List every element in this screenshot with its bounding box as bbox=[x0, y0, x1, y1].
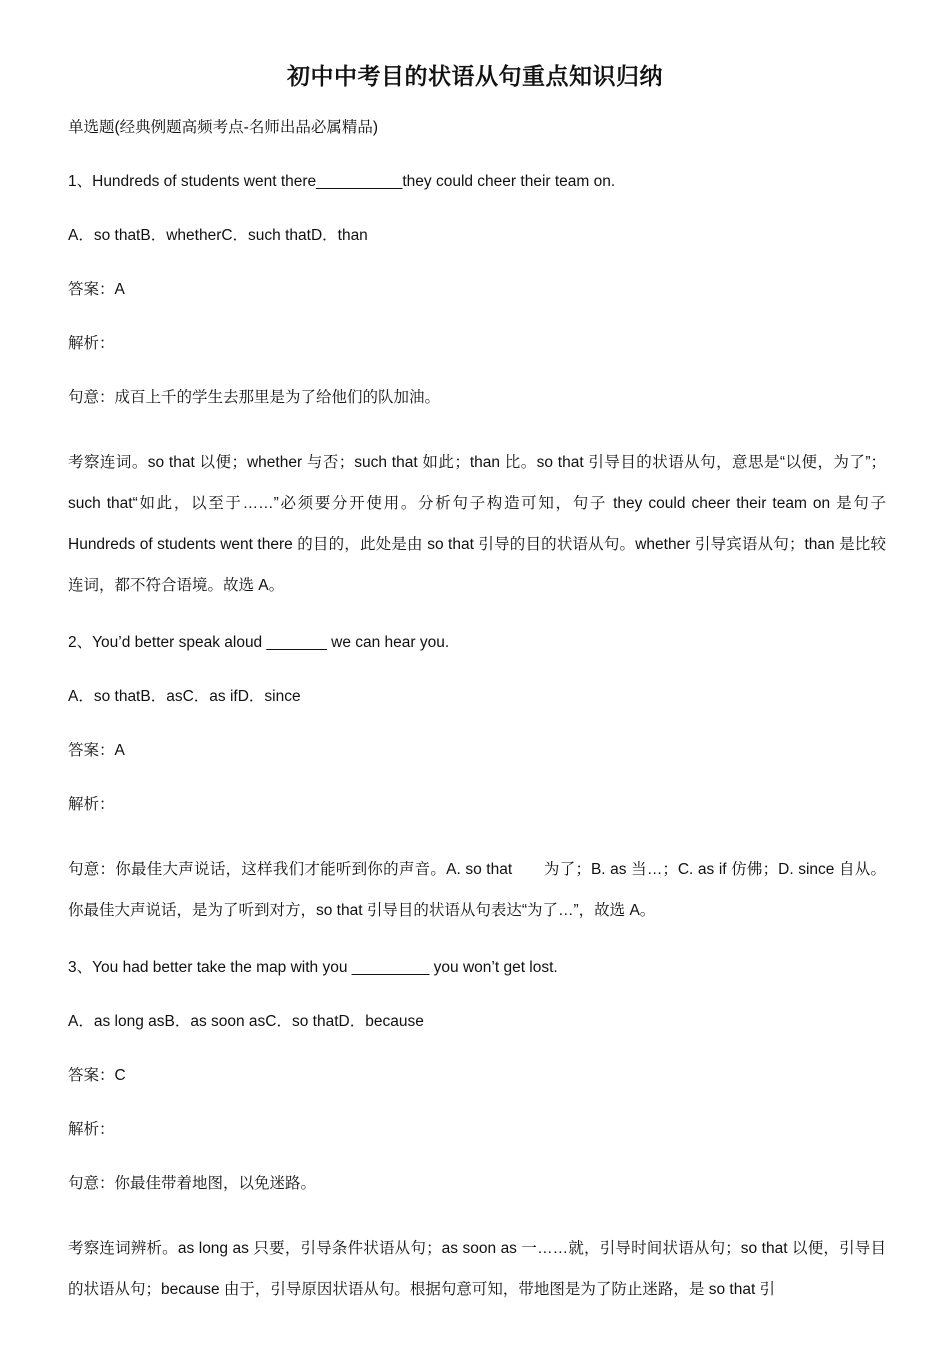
answer-line: 答案：A bbox=[68, 742, 125, 759]
answer-line: 答案：A bbox=[68, 281, 125, 298]
question-options: A．so thatB．whetherC．such thatD．than bbox=[68, 227, 368, 244]
section-heading: 单选题(经典例题高频考点-名师出品必属精品) bbox=[68, 119, 378, 136]
analysis-label: 解析： bbox=[68, 335, 115, 352]
sentence-meaning: 句意：你最佳大声说话，这样我们才能听到你的声音。A. so that 为了；B. as 当…；C. as if 仿佛；D. since 自从。你最佳大声说话，是为了听到对方，so that 引导目的状语从句表达“为了…”，故选 A。 bbox=[68, 861, 886, 919]
sentence-meaning: 句意：成百上千的学生去那里是为了给他们的队加油。 bbox=[68, 389, 441, 406]
analysis-label: 解析： bbox=[68, 1121, 115, 1138]
explanation-paragraph: 考察连词。so that 以便；whether 与否；such that 如此；than 比。so that 引导目的状语从句，意思是“以便，为了”；such that“如此，以至于……”必须要分开使用。分析句子构造可知，句子 they could cheer their team on 是句子 Hundreds of students went there 的目的，此处是由 so that 引导的目的状语从句。whether 引导宾语从句；than 是比较连词，都不符合语境。故选 A。 bbox=[68, 454, 886, 594]
question-stem: 1、Hundreds of students went there__________they could cheer their team on. bbox=[68, 173, 616, 190]
sentence-meaning: 句意：你最佳带着地图，以免迷路。 bbox=[68, 1175, 317, 1192]
question-stem: 2、You’d better speak aloud _______ we can hear you. bbox=[68, 634, 450, 651]
question-options: A．so thatB．asC．as ifD．since bbox=[68, 688, 301, 705]
document-body bbox=[68, 118, 886, 1337]
question-options: A．as long asB．as soon asC．so thatD．because bbox=[68, 1013, 424, 1030]
answer-line: 答案：C bbox=[68, 1067, 126, 1084]
analysis-label: 解析： bbox=[68, 796, 115, 813]
explanation-paragraph: 考察连词辨析。as long as 只要，引导条件状语从句；as soon as 一……就，引导时间状语从句；so that 以便，引导目的状语从句；because 由于，引导原因状语从句。根据句意可知，带地图是为了防止迷路，是 so that 引 bbox=[68, 1240, 886, 1298]
document-title: 初中中考目的状语从句重点知识归纳 bbox=[287, 63, 663, 89]
question-stem: 3、You had better take the map with you _________ you won’t get lost. bbox=[68, 959, 558, 976]
